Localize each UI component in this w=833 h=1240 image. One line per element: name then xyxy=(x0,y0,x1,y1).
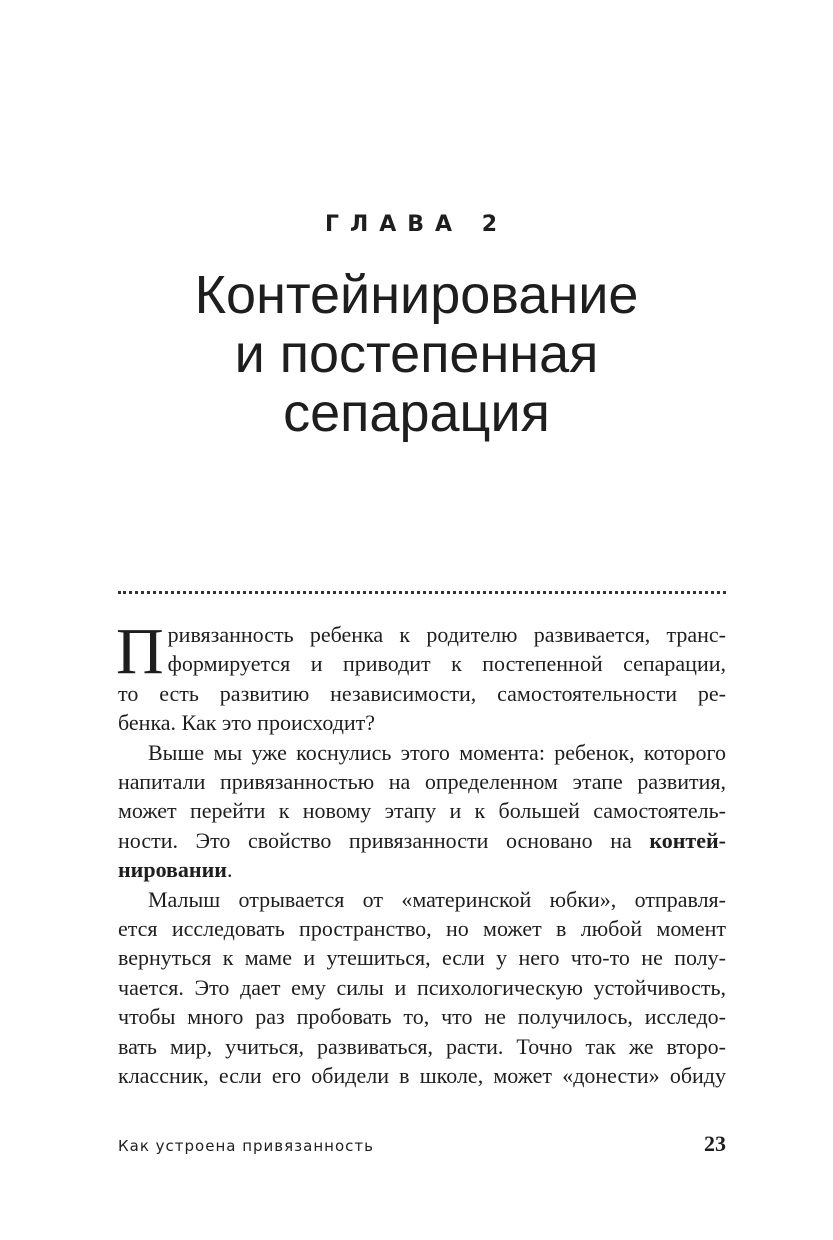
dotted-divider xyxy=(118,591,726,594)
text-line: чается. Это дает ему силы и психологическую устойчивость, xyxy=(118,974,726,1000)
body-text xyxy=(116,615,726,1091)
paragraph-1 xyxy=(116,615,726,738)
text-fragment: . xyxy=(226,857,233,883)
text-line: напитали привязанностью на определенном этапе развития, xyxy=(118,769,726,795)
chapter-title-line: и постепенная xyxy=(234,324,599,384)
drop-cap: П xyxy=(116,615,164,688)
chapter-title xyxy=(0,266,833,443)
paragraph-2 xyxy=(118,738,726,885)
text-line: ется исследовать пространство, но может в любой момент xyxy=(118,916,726,942)
text-line: вернуться к маме и утешиться, если у него что-то не полу- xyxy=(118,945,726,971)
text-line: может перейти к новому этапу и к большей самостоятель- xyxy=(118,798,726,824)
text-line: вать мир, учиться, развиваться, расти. Точно так же второ- xyxy=(118,1033,726,1059)
chapter-title-line: Контейнирование xyxy=(194,265,639,325)
text-line-with-term xyxy=(118,855,726,884)
key-term: нировании xyxy=(118,857,227,883)
paragraph-3 xyxy=(118,885,726,1091)
text-line: ривязанность ребенка к родителю развивается, транс- xyxy=(167,622,726,647)
text-line: Выше мы уже коснулись этого момента: ребенок, которого xyxy=(148,739,726,765)
chapter-title-line: сепарация xyxy=(283,383,550,443)
text-line: формируется и приводит к постепенной сепарации, xyxy=(167,651,726,677)
text-line-with-term xyxy=(118,826,726,855)
text-line: бенка. Как это происходит? xyxy=(118,710,376,736)
text-line: Малыш отрывается от «материнской юбки», отправля- xyxy=(148,886,726,912)
text-line: чтобы много раз пробовать то, что не получилось, исследо- xyxy=(118,1004,726,1030)
text-fragment: ности. Это свойство привязанности основано на xyxy=(118,827,650,853)
text-line: классник, если его обидели в школе, может «донести» обиду xyxy=(118,1063,726,1089)
running-footer-title: Как устроена привязанность xyxy=(118,1137,374,1155)
text-line: то есть развитию независимости, самостоятельности ре- xyxy=(118,680,726,706)
page-number: 23 xyxy=(704,1131,726,1156)
key-term: контей- xyxy=(649,827,726,853)
chapter-label: ГЛАВА 2 xyxy=(324,212,509,237)
